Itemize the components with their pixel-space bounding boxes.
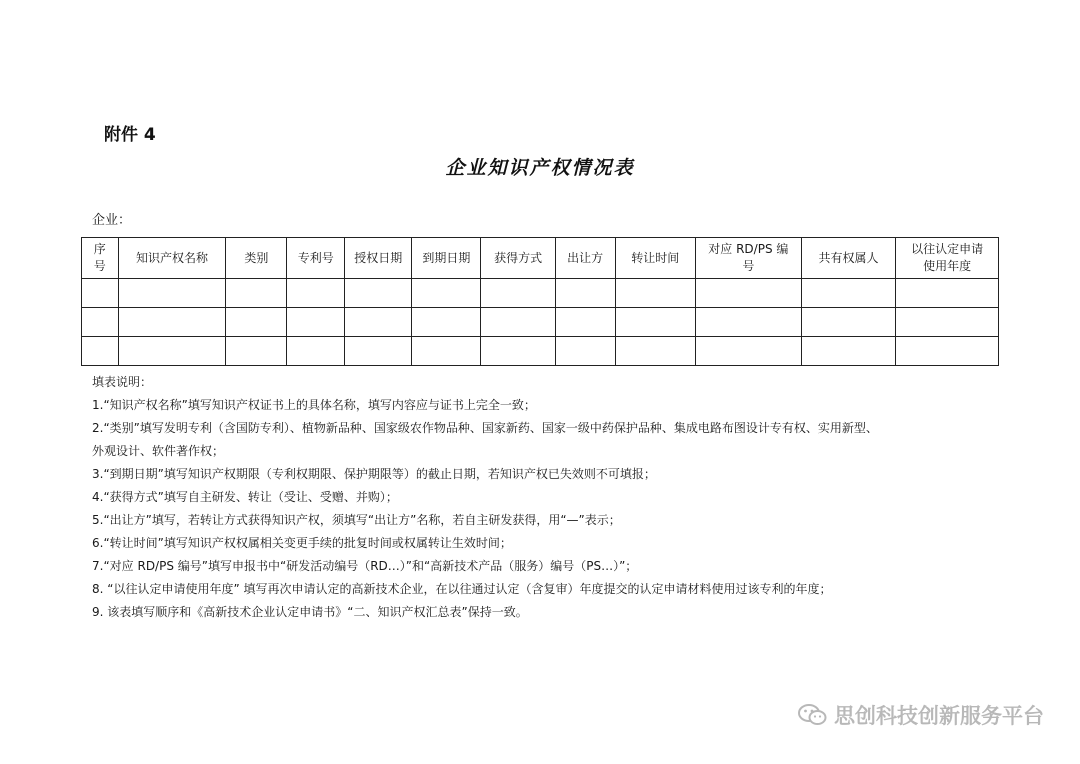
table-cell[interactable]	[118, 337, 226, 366]
table-cell[interactable]	[82, 337, 119, 366]
table-cell[interactable]	[82, 308, 119, 337]
table-cell[interactable]	[695, 279, 801, 308]
column-header	[615, 238, 695, 279]
column-header-text: 转让时间	[631, 250, 680, 265]
table-cell[interactable]	[226, 337, 287, 366]
note-item: 4.“获得方式”填写自主研发、转让（受让、受赠、并购）；	[92, 490, 398, 504]
column-header-text: 获得方式	[494, 250, 543, 265]
ip-table	[81, 237, 999, 366]
column-header-text: 授权日期	[354, 250, 403, 265]
table-cell[interactable]	[287, 308, 345, 337]
table-row	[82, 337, 999, 366]
table-cell[interactable]	[615, 279, 695, 308]
note-item: 外观设计、软件著作权；	[92, 444, 225, 458]
table-cell[interactable]	[82, 279, 119, 308]
note-item: 9. 该表填写顺序和《高新技术企业认定申请书》“二、知识产权汇总表”保持一致。	[92, 605, 528, 619]
table-cell[interactable]	[118, 308, 226, 337]
note-item: 5.“出让方”填写，若转让方式获得知识产权，须填写“出让方”名称，若自主研发获得，用“—”表示；	[92, 513, 621, 527]
table-cell[interactable]	[555, 279, 615, 308]
note-item: 3.“到期日期”填写知识产权期限（专利权期限、保护期限等）的截止日期，若知识产权已失效则不可填报；	[92, 467, 656, 481]
table-cell[interactable]	[896, 279, 999, 308]
column-header-text: 专利号	[297, 250, 334, 265]
column-header-text: 序	[93, 242, 106, 256]
column-header-text: 类别	[244, 250, 269, 265]
table-cell[interactable]	[896, 308, 999, 337]
note-item: 6.“转让时间”填写知识产权权属相关变更手续的批复时间或权属转让生效时间；	[92, 536, 512, 550]
table-cell[interactable]	[226, 308, 287, 337]
table-cell[interactable]	[896, 337, 999, 366]
column-header	[118, 238, 226, 279]
table-cell[interactable]	[287, 337, 345, 366]
column-header-text: 使用年度	[923, 259, 972, 273]
table-cell[interactable]	[412, 279, 481, 308]
attachment-label: 附件 4	[104, 125, 156, 145]
column-header	[412, 238, 481, 279]
column-header-text: 共有权属人	[818, 250, 879, 265]
column-header-text: 知识产权名称	[135, 250, 208, 265]
watermark-text: 思创科技创新服务平台	[834, 704, 1044, 728]
fill-instructions	[92, 371, 1012, 624]
table-cell[interactable]	[412, 337, 481, 366]
wechat-icon	[798, 703, 828, 727]
table-cell[interactable]	[481, 308, 555, 337]
column-header-text: 号	[93, 259, 106, 273]
table-cell[interactable]	[695, 337, 801, 366]
table-cell[interactable]	[695, 308, 801, 337]
table-cell[interactable]	[801, 308, 896, 337]
column-header	[226, 238, 287, 279]
table-cell[interactable]	[287, 279, 345, 308]
column-header	[82, 238, 119, 279]
table-cell[interactable]	[345, 279, 412, 308]
table-cell[interactable]	[615, 308, 695, 337]
column-header	[695, 238, 801, 279]
note-item: 8. “以往认定申请使用年度” 填写再次申请认定的高新技术企业，在以往通过认定（含复审）年度提交的认定申请材料使用过该专利的年度；	[92, 582, 832, 596]
page-title: 企业知识产权情况表	[445, 157, 635, 179]
column-header	[801, 238, 896, 279]
note-item: 7.“对应 RD/PS 编号”填写申报书中“研发活动编号（RD…）”和“高新技术产品（服务）编号（PS…）”；	[92, 559, 638, 573]
table-row	[82, 308, 999, 337]
table-cell[interactable]	[345, 308, 412, 337]
column-header	[555, 238, 615, 279]
table-cell[interactable]	[481, 337, 555, 366]
company-label: 企业：	[92, 213, 132, 228]
table-cell[interactable]	[555, 308, 615, 337]
table-header-row	[82, 238, 999, 279]
note-item: 2.“类别”填写发明专利（含国防专利）、植物新品种、国家级农作物品种、国家新药、国家一级中药保护品种、集成电路布图设计专有权、实用新型、	[92, 421, 878, 435]
note-item: 1.“知识产权名称”填写知识产权证书上的具体名称，填写内容应与证书上完全一致；	[92, 398, 536, 412]
column-header-text: 以往认定申请	[911, 242, 984, 256]
column-header-text: 对应 RD/PS 编	[708, 242, 789, 256]
column-header-text: 到期日期	[422, 250, 471, 265]
column-header-text: 出让方	[567, 250, 604, 265]
column-header-text: 号	[742, 259, 755, 273]
column-header	[896, 238, 999, 279]
column-header	[481, 238, 555, 279]
table-row	[82, 279, 999, 308]
table-cell[interactable]	[118, 279, 226, 308]
table-cell[interactable]	[801, 337, 896, 366]
table-cell[interactable]	[226, 279, 287, 308]
table-cell[interactable]	[801, 279, 896, 308]
notes-heading: 填表说明：	[92, 375, 153, 389]
table-cell[interactable]	[412, 308, 481, 337]
table-cell[interactable]	[555, 337, 615, 366]
column-header	[345, 238, 412, 279]
table-cell[interactable]	[615, 337, 695, 366]
column-header	[287, 238, 345, 279]
table-cell[interactable]	[345, 337, 412, 366]
table-cell[interactable]	[481, 279, 555, 308]
watermark	[798, 700, 1044, 730]
